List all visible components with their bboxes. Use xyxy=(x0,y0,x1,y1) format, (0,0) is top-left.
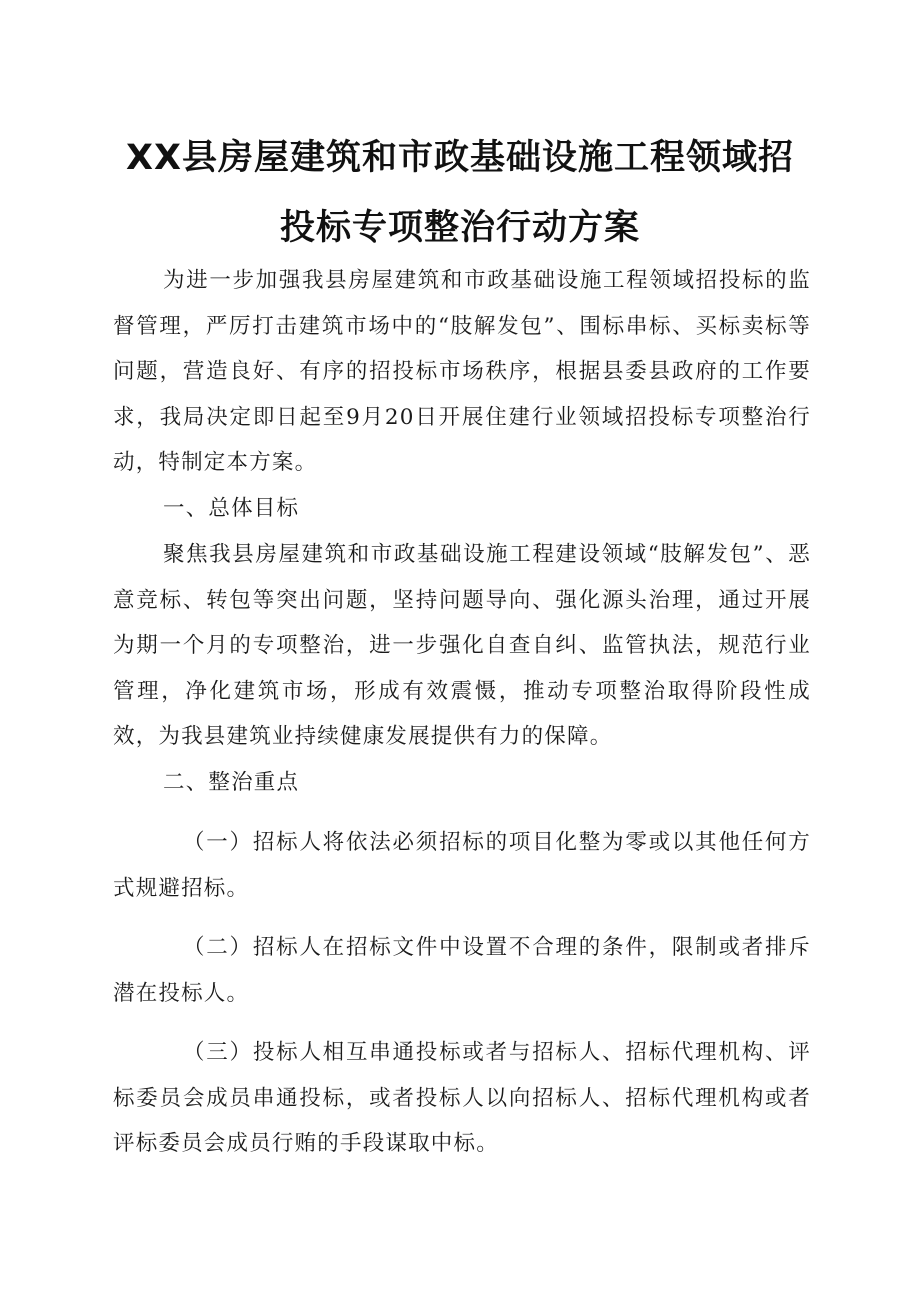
section-1-heading: 一、总体目标 xyxy=(163,496,300,521)
item-1-paragraph: （一）招标人将依法必须招标的项目化整为零或以其他任何方式规避招标。 xyxy=(113,830,811,901)
document-title-line-1: XX县房屋建筑和市政基础设施工程领域招 xyxy=(126,138,794,178)
item-2-paragraph: （二）招标人在招标文件中设置不合理的条件，限制或者排斥潜在投标人。 xyxy=(113,935,811,1006)
item-3-paragraph: （三）投标人相互串通投标或者与招标人、招标代理机构、评标委员会成员串通投标，或者投标人以向招标人、招标代理机构或者评标委员会成员行贿的手段谋取中标。 xyxy=(113,1040,811,1157)
document-title-line-2: 投标专项整治行动方案 xyxy=(279,208,640,248)
section-2-heading: 二、整治重点 xyxy=(163,770,300,795)
section-1-paragraph: 聚焦我县房屋建筑和市政基础设施工程建设领域“肢解发包”、恶意竞标、转包等突出问题，坚持问题导向、强化源头治理，通过开展为期一个月的专项整治，进一步强化自查自纠、监管执法，规范行业管理，净化建筑市场，形成有效震慑，推动专项整治取得阶段性成效，为我县建筑业持续健康发展提供有力的保障。 xyxy=(113,542,811,750)
intro-paragraph: 为进一步加强我县房屋建筑和市政基础设施工程领域招投标的监督管理，严厉打击建筑市场中的“肢解发包”、围标串标、买标卖标等问题，营造良好、有序的招投标市场秩序，根据县委县政府的工作要求，我局决定即日起至9月20日开展住建行业领域招投标专项整治行动，特制定本方案。 xyxy=(113,268,811,476)
